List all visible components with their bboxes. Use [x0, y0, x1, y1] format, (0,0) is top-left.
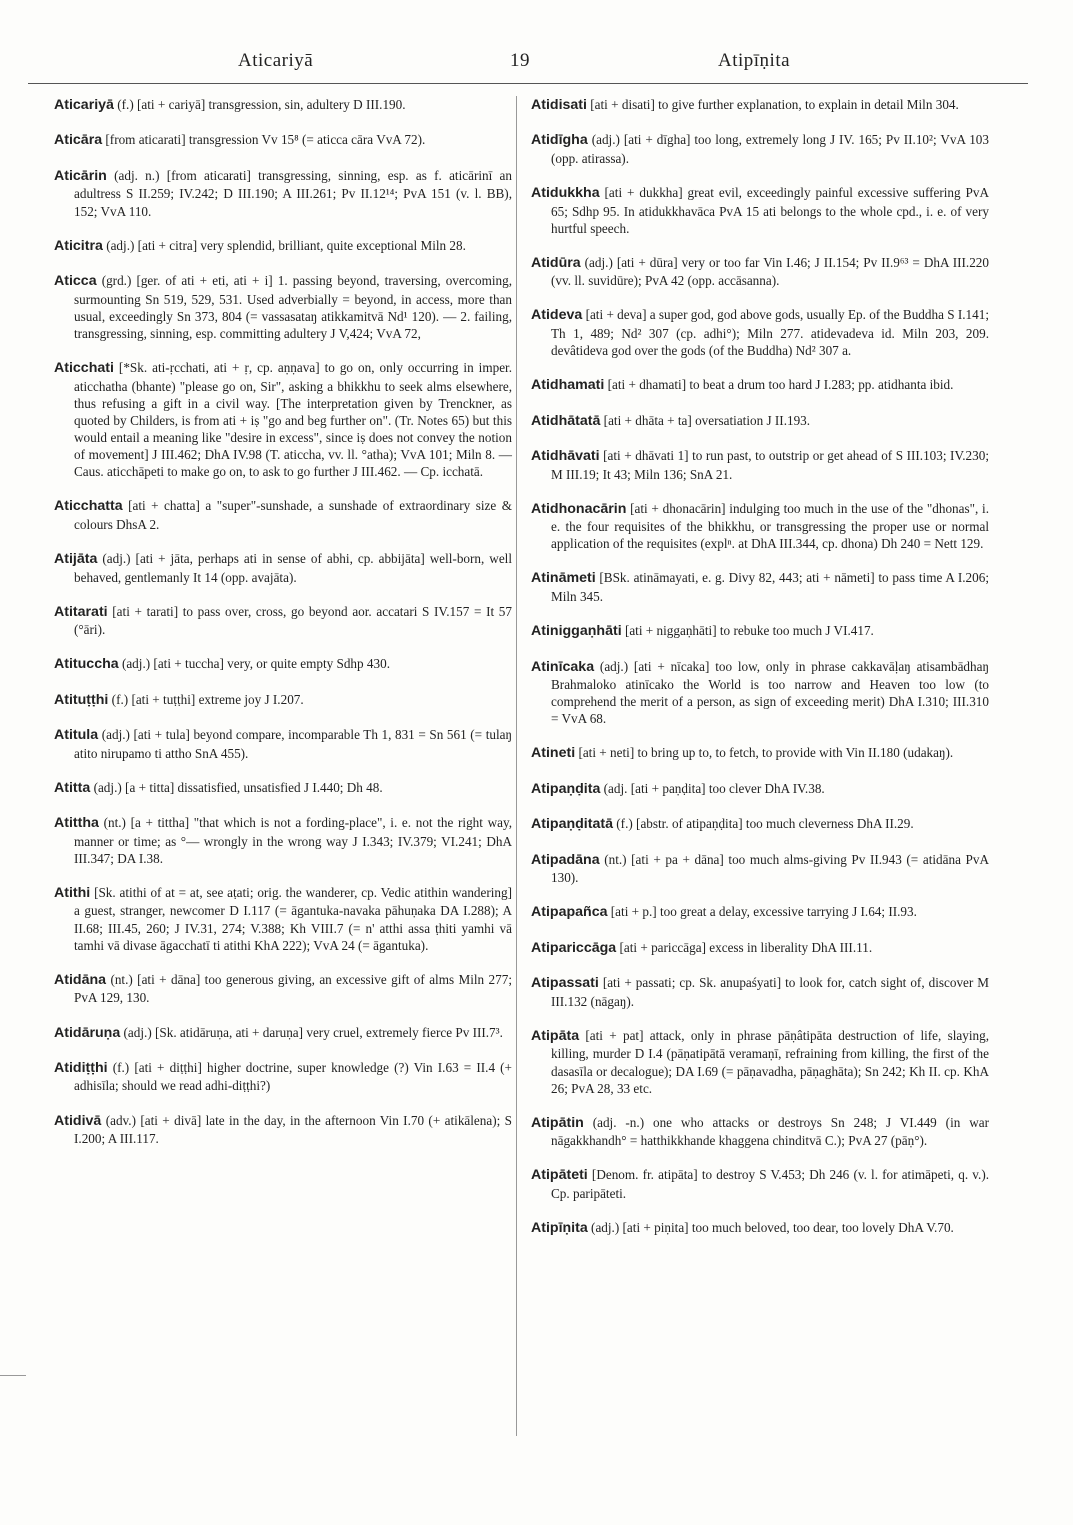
dictionary-entry — [531, 447, 989, 483]
left-column — [54, 96, 512, 1164]
dictionary-entry — [531, 306, 989, 359]
dictionary-entry — [531, 412, 989, 430]
headword: Atijāta — [54, 551, 98, 568]
entry-definition: [ati + neti] to bring up to, to fetch, to provide with Vin II.180 (udakaŋ). — [578, 745, 954, 761]
entry-definition: [ati + dhamati] to beat a drum too hard J I.283; pp. atidhanta ibid. — [607, 377, 954, 393]
entry-definition: (adj.) [ati + dūra] very or too far Vin I.46; J II.154; Pv II.9⁶³ = DhA III.220 (vv. ll. suvidūre); PvA 42 (opp. accāsanna). — [551, 254, 989, 289]
entry-definition: [ati + tarati] to pass over, cross, go beyond aor. accatari S IV.157 = It 57 (°āri). — [74, 603, 512, 638]
headword: Atitula — [54, 727, 99, 744]
dictionary-entry — [54, 655, 512, 673]
dictionary-entry — [531, 1166, 989, 1202]
entry-definition: [ati + dhāvati 1] to run past, to outstrip or get ahead of S III.103; IV.230; M III.19; It 43; Miln 136; SnA 21. — [551, 448, 990, 482]
dictionary-entry — [54, 691, 512, 709]
dictionary-entry — [531, 780, 989, 798]
dictionary-entry — [54, 1112, 512, 1148]
headword: Aticitra — [54, 237, 103, 254]
entry-definition: [ati + chatta] a "super"-sunshade, a sunshade of extraordinary size & colours DhsA 2. — [74, 498, 512, 532]
headword: Atiniggaṇhāti — [531, 623, 622, 640]
dictionary-entry — [531, 131, 989, 167]
entry-definition: (adj.) [ati + dīgha] too long, extremely long J IV. 165; Pv II.10²; VvA 103 (opp. atirassa). — [551, 132, 989, 166]
dictionary-entry — [531, 569, 989, 605]
headword: Atidhātatā — [531, 412, 601, 429]
headword: Atidāna — [54, 971, 107, 988]
headword: Atipāteti — [531, 1167, 588, 1184]
dictionary-entry — [54, 96, 512, 114]
dictionary-entry — [531, 744, 989, 762]
dictionary-entry — [54, 167, 512, 220]
headword: Atinīcaka — [531, 658, 595, 675]
headword: Atipīṇita — [531, 1220, 588, 1237]
headword: Atidhamati — [531, 377, 605, 394]
dictionary-entry — [54, 359, 512, 480]
headword: Atineti — [531, 745, 576, 762]
entry-definition: (adj.) [ati + nīcaka] too low, only in phrase cakkavāḷaŋ atisambādhaŋ Brahmaloko atinīcako the World is too narrow and Heaven too low (to comprehend the merit of a person, as sign of exceeding merit) DhA I.310; III.310 = VvA 68. — [551, 658, 989, 727]
entry-definition: (f.) [ati + diṭṭhi] higher doctrine, super knowledge (?) Vin I.63 = II.4 (+ adhisīla; should we read adhi-diṭṭhi?) — [74, 1059, 512, 1094]
dictionary-entry — [531, 376, 989, 394]
entry-definition: (adj.) [ati + piṇita] too much beloved, too dear, too lovely DhA V.70. — [591, 1220, 954, 1236]
headword: Aticca — [54, 273, 97, 290]
headword: Atideva — [531, 307, 583, 324]
headword: Atidhāvati — [531, 448, 600, 465]
headword: Aticārin — [54, 167, 107, 184]
headword: Atipaṇḍitatā — [531, 816, 613, 833]
headword: Aticāra — [54, 132, 103, 149]
headword: Atipātin — [531, 1114, 584, 1131]
entry-definition: [*Sk. ati-ṛcchati, ati + ṛ, cp. aṇṇava] to go on, only occurring in imper. aticchatha (bhante) "please go on, Sir", asking a bhikkhu to seek alms elsewhere, thus refusing a gift in a civil way. [The interpretation given by Trenckner, as quoted by Childers, is from ati + iṣ "go and beg further on". (Tr. Notes 65) but this would entail a meaning like "desire in excess", since iṣ does not convey the notion of movement] J III.462; DhA IV.98 (T. aticcha, vv. ll. °atha); VvA 101; Miln 8. — Caus. aticchāpeti to make go on, to ask to go further J III.462. — Cp. icchatā. — [74, 360, 513, 480]
headword: Aticariyā — [54, 97, 114, 113]
dictionary-entry — [531, 974, 989, 1010]
dictionary-entry — [531, 851, 989, 887]
dictionary-entry — [531, 939, 989, 957]
dictionary-entry — [54, 814, 512, 867]
entry-definition: (f.) [ati + cariyā] transgression, sin, adultery D III.190. — [117, 97, 406, 112]
entry-definition: (adj.) [ati + citra] very splendid, brilliant, quite exceptional Miln 28. — [106, 237, 466, 253]
entry-definition: [ati + dukkha] great evil, exceedingly painful excessive suffering PvA 65; Sdhp 95. In atidukkhavāca PvA 15 ati belongs to the whole cpd., i. e. of very hurtful speech. — [551, 185, 990, 236]
entry-definition: [from aticarati] transgression Vv 15⁸ (= aticca cāra VvA 72). — [105, 132, 426, 148]
headword: Atipassati — [531, 975, 599, 992]
entry-definition: (grd.) [ger. of ati + eti, ati + i] 1. passing beyond, traversing, overcoming, surmounting Sn 519, 529, 531. Used adverbially = beyond, in access, more than usual, exceedingly Sn 373, 804 (= vassasataŋ atikkamitvā Nd¹ 120). — 2. failing, transgressing, sinning, esp. committing adultery J V,424; VvA 72, — [74, 273, 512, 341]
entry-definition: (nt.) [a + tittha] "that which is not a fording-place", i. e. not the right way, manner or time; as °— wrongly in the wrong way J I.343; IV.379; VI.241; DhA III.347; DA I.38. — [74, 815, 512, 866]
entry-definition: [ati + p.] too great a delay, excessive tarrying J I.64; II.93. — [610, 904, 917, 920]
dictionary-entry — [531, 1219, 989, 1237]
headword: Atitta — [54, 779, 91, 796]
headword: Atithi — [54, 885, 91, 901]
entry-definition: (adj.) [ati + tuccha] very, or quite empty Sdhp 430. — [121, 656, 390, 672]
entry-definition: [ati + dhonacārin] indulging too much in the use of the "dhonas", i. e. the four requisites of the bhikkhu, or transgressing the proper use or normal application of the requisites (explⁿ. at DhA III.344, cp. dhona) Dh 240 = Nett 129. — [551, 500, 989, 552]
entry-definition: [ati + passati; cp. Sk. anupaśyati] to look for, catch sight of, discover M III.132 (nāgaŋ). — [551, 975, 989, 1009]
dictionary-entry — [54, 237, 512, 255]
headword: Atipadāna — [531, 851, 600, 868]
headword: Atidīgha — [531, 132, 588, 149]
headword: Atidiṭṭhi — [54, 1059, 108, 1076]
dictionary-entry — [54, 779, 512, 797]
dictionary-entry — [531, 1027, 989, 1097]
dictionary-entry — [54, 497, 512, 533]
dictionary-entry — [54, 971, 512, 1007]
dictionary-entry — [531, 1114, 989, 1150]
right-column — [531, 96, 989, 1255]
headword: Atidisati — [531, 97, 587, 113]
headword: Atituṭṭhi — [54, 691, 109, 708]
dictionary-entry — [531, 622, 989, 640]
entry-definition: [ati + deva] a super god, god above gods, usually Ep. of the Buddha S I.141; Th 1, 489; Nd² 307 (cp. adhi°); Miln 277. atidevadeva id. Miln 203, 209. devâtideva god over the gods (of the Buddha) Nd² 307 a. — [551, 307, 990, 359]
page-number: 19 — [510, 50, 530, 71]
dictionary-entry — [531, 658, 989, 728]
header-right-guideword: Atipīṇita — [718, 50, 791, 71]
margin-mark — [0, 1375, 26, 1376]
dictionary-entry — [531, 184, 989, 237]
dictionary-entry — [54, 884, 512, 954]
entry-definition: (f.) [abstr. of atipaṇḍita] too much cleverness DhA II.29. — [616, 816, 914, 832]
headword: Aticchati — [54, 360, 114, 377]
dictionary-entry — [54, 272, 512, 342]
dictionary-entry — [54, 726, 512, 762]
entry-definition: (nt.) [ati + pa + dāna] too much alms-giving Pv II.943 (= atidāna PvA 130). — [551, 851, 989, 886]
headword: Atidivā — [54, 1112, 102, 1129]
headword: Atidhonacārin — [531, 500, 627, 517]
headword: Atipariccāga — [531, 939, 617, 956]
headword: Atituccha — [54, 656, 119, 673]
entry-definition: (nt.) [ati + dāna] too generous giving, an excessive gift of alms Miln 277; PvA 129, 130. — [74, 971, 512, 1006]
dictionary-entry — [54, 131, 512, 149]
entry-definition: (adj.) [ati + tula] beyond compare, incomparable Th 1, 831 = Sn 561 (= tulaŋ atito nirupamo ti attho SnA 455). — [74, 727, 512, 761]
entry-definition: [ati + pariccāga] excess in liberality DhA III.11. — [619, 939, 873, 955]
dictionary-entry — [54, 1059, 512, 1095]
dictionary-entry — [54, 1024, 512, 1042]
entry-definition: (adj.) [ati + jāta, perhaps ati in sense of abhi, cp. abbijāta] well-born, well behaved, gentlemanly It 14 (opp. avajāta). — [74, 551, 512, 585]
entry-definition: (f.) [ati + tuṭṭhi] extreme joy J I.207. — [111, 691, 304, 707]
dictionary-entry — [531, 815, 989, 833]
dictionary-entry — [531, 254, 989, 290]
headword: Atidukkha — [531, 185, 600, 202]
dictionary-entry — [531, 96, 989, 114]
entry-definition: (adj.) [a + titta] dissatisfied, unsatisfied J I.440; Dh 48. — [93, 779, 383, 795]
headword: Atipāta — [531, 1027, 580, 1044]
headword: Aticchatta — [54, 498, 123, 515]
entry-definition: [ati + dhāta + ta] oversatiation J II.193. — [603, 412, 811, 428]
headword: Atipaṇḍita — [531, 780, 601, 797]
entry-definition: (adj.) [Sk. atidāruṇa, ati + daruṇa] very cruel, extremely fierce Pv III.7³. — [123, 1024, 503, 1040]
header-left-guideword: Aticariyā — [238, 50, 314, 71]
entry-definition: [Denom. fr. atipāta] to destroy S V.453; Dh 246 (v. l. for atimāpeti, q. v.). Cp. paripāteti. — [551, 1167, 990, 1201]
dictionary-entry — [531, 903, 989, 921]
entry-definition: [ati + niggaṇhāti] to rebuke too much J VI.417. — [624, 623, 874, 639]
headword: Atidāruṇa — [54, 1024, 121, 1041]
headword: Atināmeti — [531, 570, 596, 587]
headword: Atittha — [54, 815, 99, 832]
headword: Atipapañca — [531, 904, 608, 921]
entry-definition: [ati + pat] attack, only in phrase pāṇâtipāta destruction of life, slaying, killing, murder D I.4 (pāṇatipātā veramaṇī, refraining from killing, the first of the dasasīla or decalogue); DA I.69 (= pāṇavadha, pāṇaghāta); Sn 242; Kh II. cp. KhA 26; PvA 28, 33 etc. — [551, 1027, 989, 1096]
headword: Atidūra — [531, 254, 581, 271]
dictionary-entry — [54, 603, 512, 639]
entry-definition: (adj. n.) [from aticarati] transgressing, sinning, esp. as f. aticārinī an adultress S II.259; IV.242; D III.190; A III.261; Pv II.12¹⁴; PvA 151 (v. l. BB), 152; VvA 110. — [74, 167, 512, 219]
entry-definition: (adj. [ati + paṇḍita] too clever DhA IV.38. — [603, 780, 825, 796]
entry-definition: (adj. -n.) one who attacks or destroys Sn 248; J VI.449 (in war nāgakkhandh° = hatthikkhande khaggena chinditvā C.); PvA 27 (pāṇ°). — [551, 1114, 989, 1149]
entry-definition: [Sk. atithi of at = at, see aṭati; orig. the wanderer, cp. Vedic atithin wandering] a guest, stranger, newcomer D I.117 (= āgantuka-navaka pāhuṇaka DA I.288); A II.68; III.45, 260; J IV.31, 274; V.388; Kh VIII.7 (= n' atthi assa ṭhiti yamhi vā tamhi vā divase āgacchatī ti atithi KhA 222); VvA 24 (= āgantuka). — [74, 885, 512, 953]
entry-definition: [ati + disati] to give further explanation, to explain in detail Miln 304. — [590, 97, 959, 112]
entry-definition: [BSk. atināmayati, e. g. Divy 82, 443; ati + nāmeti] to pass time A I.206; Miln 345. — [551, 570, 990, 604]
dictionary-entry — [54, 550, 512, 586]
dictionary-entry — [531, 500, 989, 553]
column-divider — [516, 96, 517, 1436]
header-rule — [28, 83, 1028, 84]
entry-definition: (adv.) [ati + divā] late in the day, in the afternoon Vin I.70 (+ atikālena); S I.200; A III.117. — [74, 1112, 513, 1147]
headword: Atitarati — [54, 603, 108, 620]
page-header — [0, 50, 1073, 82]
